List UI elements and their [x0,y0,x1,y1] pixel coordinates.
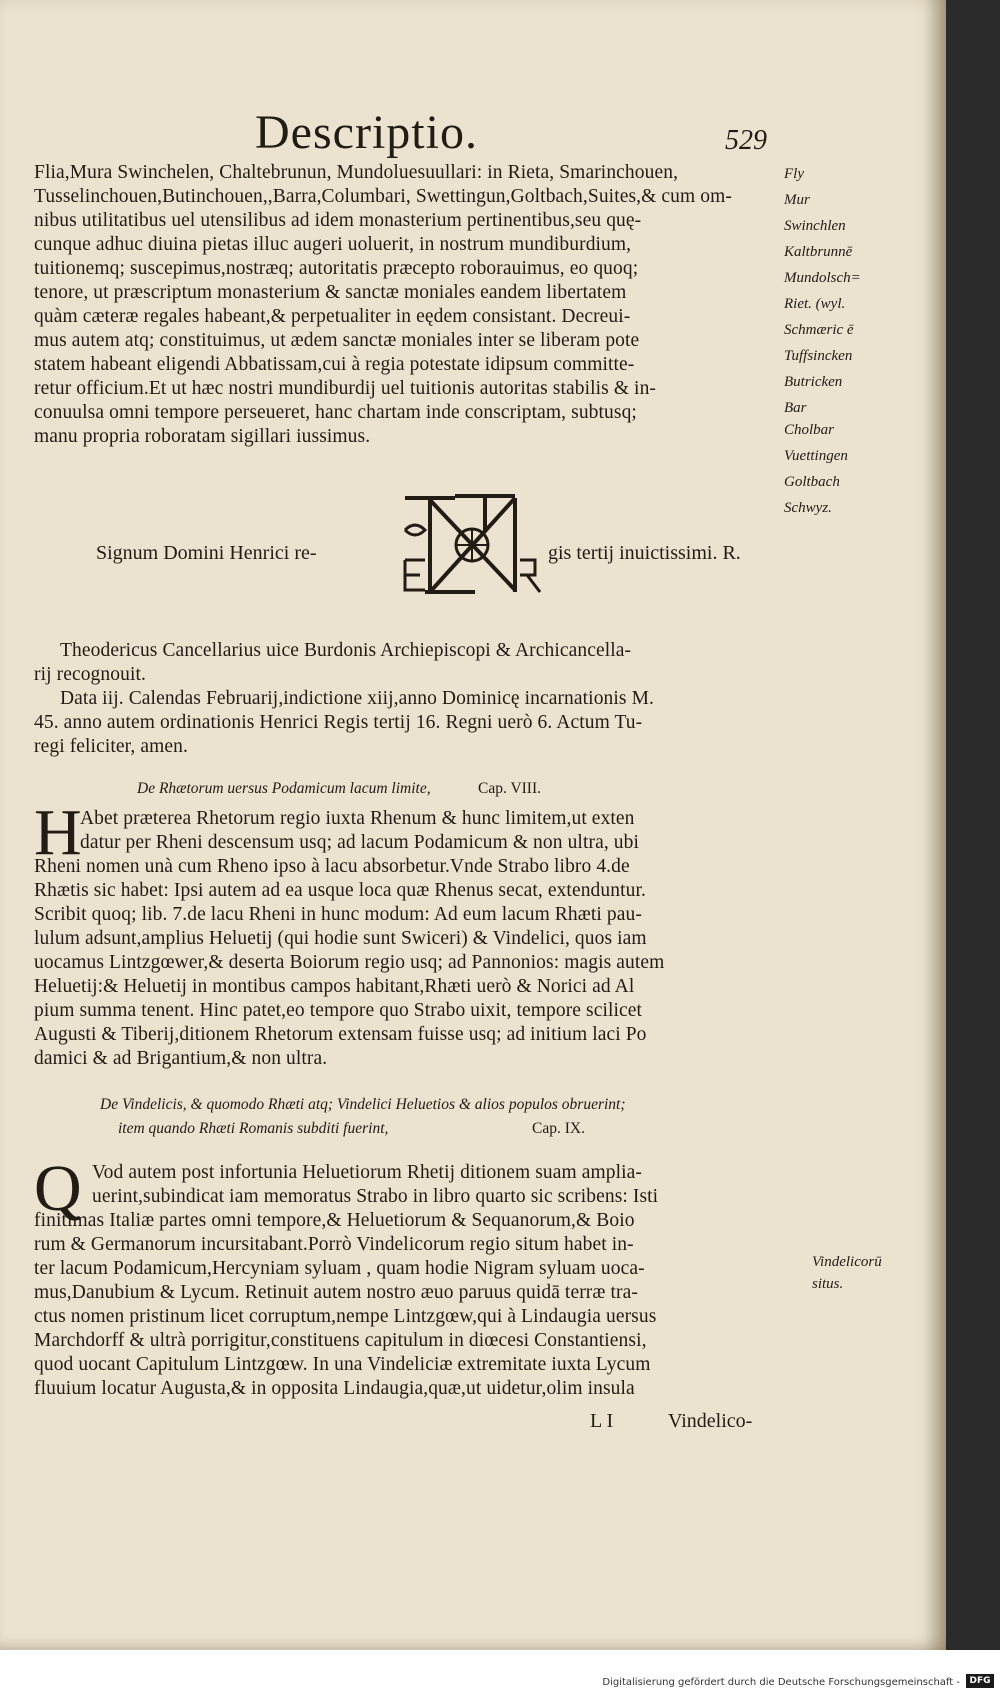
chapter-number: Cap. VIII. [478,780,541,797]
charter-line: nibus utilitatibus uel utensilibus ad idem monasterium pertinentibus,seu quę- [34,210,642,231]
subscription-line: rij recognouit. [34,664,146,685]
page-number: 529 [725,125,767,156]
margin-note: Vuettingen [784,448,848,464]
margin-note: Bar [784,400,807,416]
charter-line: mus autem atq; constituimus, ut ædem sanctæ moniales inter se liberam pote [34,330,640,351]
chapter-line: damici & ad Brigantium,& non ultra. [34,1048,328,1069]
chapter-line: Marchdorff & ultrà porrigitur,constituens capitulum in diœcesi Constantiensi, [34,1330,647,1351]
chapter-line: uerint,subindicat iam memoratus Strabo in libro quarto sic scribens: Isti [92,1186,659,1207]
royal-monogram-icon [395,490,545,600]
dfg-logo-icon: DFG [966,1674,994,1688]
signum-text-right: gis tertij inuictissimi. R. [548,542,741,564]
margin-note: Kaltbrunnē [784,244,853,260]
margin-note: Mundolsch= [784,270,861,286]
signum-text-left: Signum Domini Henrici re- [96,542,317,564]
margin-note: Mur [784,192,810,208]
chapter-line: rum & Germanorum incursitabant.Porrò Vindelicorum regio situm habet in- [34,1234,634,1255]
charter-line: cunque adhuc diuina pietas illuc augeri uoluerit, in nostrum mundiburdium, [34,234,632,255]
chapter-heading: De Vindelicis, & quomodo Rhæti atq; Vindelici Heluetios & alios populos obruerint; [100,1096,626,1113]
chapter-line: uocamus Lintzgœwer,& deserta Boiorum regio usq; ad Pannonios: magis autem [34,952,665,973]
chapter-line: finitimas Italiæ partes omni tempore,& Heluetiorum & Sequanorum,& Boio [34,1210,635,1231]
charter-line: Tusselinchouen,Butinchouen,,Barra,Columbari, Swettingun,Goltbach,Suites,& cum om- [34,186,732,207]
margin-note: Fly [784,166,804,182]
chapter-line: ctus nomen pristinum licet corruptum,nempe Lintzgœw,qui à Lindaugia uersus [34,1306,657,1327]
subscription-line: regi feliciter, amen. [34,736,188,757]
chapter-line: Rheni nomen unà cum Rheno ipso à lacu absorbetur.Vnde Strabo libro 4.de [34,856,630,877]
chapter-line: Vod autem post infortunia Heluetiorum Rhetij ditionem suam amplia- [92,1162,642,1183]
chapter-line: datur per Rheni descensum usq; ad lacum Podamicum & non ultra, ubi [80,832,639,853]
charter-line: quàm cæteræ regales habeant,& perpetualiter in eędem consistant. Decreui- [34,306,631,327]
subscription-line: 45. anno autem ordinationis Henrici Regis tertij 16. Regni uerò 6. Actum Tu- [34,712,643,733]
chapter-line: Augusti & Tiberij,ditionem Rhetorum extensam fuisse usq; ad initium laci Po [34,1024,647,1045]
chapter-line: Heluetij:& Heluetij in montibus campos habitant,Rhæti uerò & Norici ad Al [34,976,635,997]
drop-cap: Q [34,1152,82,1225]
footer-credit: Digitalisierung gefördert durch die Deutsche Forschungsgemeinschaft - [602,1677,960,1688]
chapter-line: Scribit quoq; lib. 7.de lacu Rheni in hunc modum: Ad eum lacum Rhæti pau- [34,904,642,925]
margin-note: Butricken [784,374,843,390]
margin-note: Cholbar [784,422,835,438]
margin-note: Swinchlen [784,218,846,234]
gathering-signature: L I [590,1410,614,1432]
chapter-line: ter lacum Podamicum,Hercyniam syluam , quam hodie Nigram syluam uoca- [34,1258,645,1279]
subscription-line: Theodericus Cancellarius uice Burdonis Archiepiscopi & Archicancella- [60,640,632,661]
chapter-line: lulum adsunt,amplius Heluetij (qui hodie sunt Swiceri) & Vindelici, quos iam [34,928,647,949]
chapter-heading: De Rhætorum uersus Podamicum lacum limite, [137,780,431,797]
charter-line: retur officium.Et ut hæc nostri mundiburdij uel tuitionis autoritas stabilis & in- [34,378,657,399]
charter-line: tenore, ut præscriptum monasterium & sanctæ moniales eandem libertatem [34,282,627,303]
chapter-line: pium summa tenent. Hinc patet,eo tempore quo Strabo uixit, tempore scilicet [34,1000,643,1021]
chapter-line: quod uocant Capitulum Lintzgœw. In una Vindeliciæ extremitate iuxta Lycum [34,1354,651,1375]
margin-note: Tuffsincken [784,348,853,364]
chapter-line: Rhætis sic habet: Ipsi autem ad ea usque loca quæ Rhenus secat, extenduntur. [34,880,646,901]
margin-note: Riet. (wyl. [784,296,846,312]
chapter-line: mus,Danubium & Lycum. Retinuit autem nostro æuo paruus quidā terræ tra- [34,1282,638,1303]
charter-line: Flia,Mura Swinchelen, Chaltebrunun, Mundoluesuullari: in Rieta, Smarinchouen, [34,162,679,183]
charter-line: statem habeant eligendi Abbatissam,cui à regia potestate idipsum committe- [34,354,635,375]
margin-note: Schwyz. [784,500,832,516]
margin-note: Vindelicorū [812,1254,882,1270]
charter-line: manu propria roboratam sigillari iussimus. [34,426,371,447]
catchword: Vindelico- [668,1410,753,1432]
running-title: Descriptio. [255,106,478,159]
chapter-line: fluuium locatur Augusta,& in opposita Lindaugia,quæ,ut uidetur,olim insula [34,1378,635,1399]
margin-note: situs. [812,1276,844,1292]
subscription-line: Data iij. Calendas Februarij,indictione xiij,anno Dominicę incarnationis M. [60,688,654,709]
scan-edge-strip [946,0,1000,1650]
charter-line: tuitionemq; suscepimus,nostræq; autoritatis præcepto roborauimus, eo quoq; [34,258,639,279]
chapter-number: Cap. IX. [532,1120,585,1137]
drop-cap: H [34,796,82,869]
chapter-line: Abet præterea Rhetorum regio iuxta Rhenum & hunc limitem,ut exten [80,808,635,829]
chapter-heading: item quando Rhæti Romanis subditi fuerint, [118,1120,389,1137]
margin-note: Schmæric ē [784,322,854,338]
margin-note: Goltbach [784,474,840,490]
charter-line: conuulsa omni tempore perseueret, hanc chartam inde conscriptam, subtusq; [34,402,637,423]
